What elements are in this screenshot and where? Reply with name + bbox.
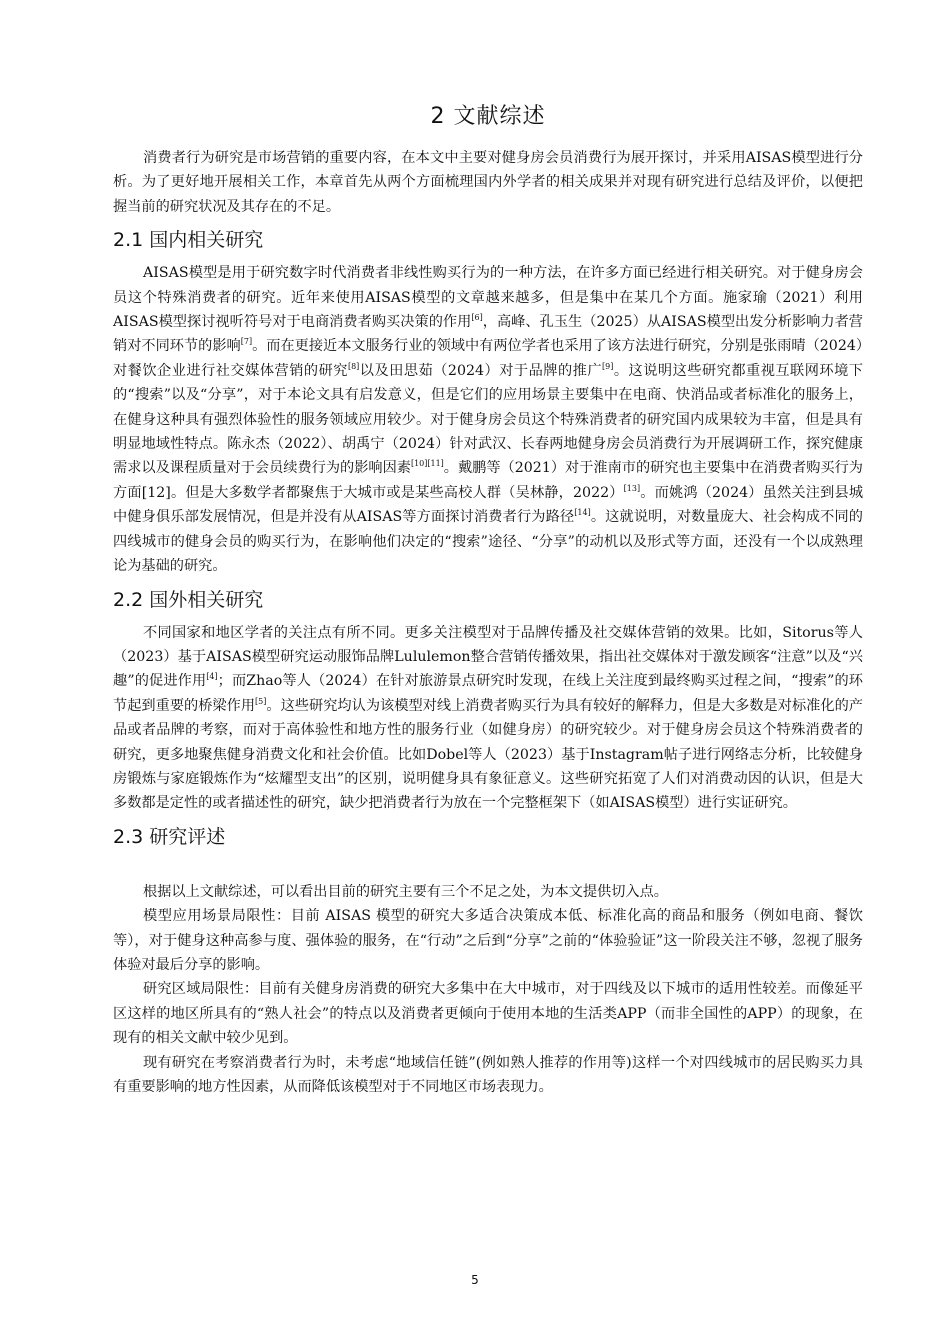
- intro-paragraph: 消费者行为研究是市场营销的重要内容，在本文中主要对健身房会员消费行为展开探讨，并采用AISAS模型进行分析。为了更好地开展相关工作，本章首先从两个方面梳理国内外学者的相关成果并对现有研究进行总结及评价，以便把握当前的研究状况及其存在的不足。: [113, 150, 863, 215]
- foreign-research-paragraph: 不同国家和地区学者的关注点有所不同。更多关注模型对于品牌传播及社交媒体营销的效果。比如，Sitorus等人（2023）基于AISAS模型研究运动服饰品牌Lululemon整合营销传播效果，指出社交媒体对于激发顾客“注意”以及“兴趣”的促进作用[4]；而Zhao等人（2024）在针对旅游景点研究时发现，在线上关注度到最终购买过程之间，“搜索”的环节起到重要的桥梁作用[5]。这些研究均认为该模型对线上消费者购买行为具有较好的解释力，但是大多数是对标准化的产品或者品牌的考察，而对于高体验性和地方性的服务行业（如健身房）的研究较少。对于健身房会员这个特殊消费者的研究，更多地聚焦健身消费文化和社会价值。比如Dobel等人（2023）基于Instagram帖子进行网络志分析，比较健身房锻炼与家庭锻炼作为“炫耀型支出”的区别，说明健身具有象征意义。这些研究拓宽了人们对消费动因的认识，但是大多数都是定性的或者描述性的研究，缺少把消费者行为放在一个完整框架下（如AISAS模型）进行实证研究。: [113, 624, 863, 812]
- citation-ref: [8]: [347, 361, 360, 371]
- citation-ref: [7]: [240, 337, 253, 347]
- review-paragraph-summary: 根据以上文献综述，可以看出目前的研究主要有三个不足之处，为本文提供切入点。: [143, 883, 668, 900]
- review-paragraph-region: 研究区域局限性：目前有关健身房消费的研究大多集中在大中城市，对于四线及以下城市的适用性较差。而像延平区这样的地区所具有的“熟人社会”的特点以及消费者更倾向于使用本地的生活类APP（而非全国性的APP）的现象，在现有的相关文献中较少见到。: [113, 981, 863, 1047]
- citation-ref: [9]: [602, 361, 614, 371]
- citation-ref: [4]: [206, 672, 218, 682]
- page-number: 5: [471, 1273, 479, 1287]
- review-paragraph-scenario: 模型应用场景局限性：目前 AISAS 模型的研究大多适合决策成本低、标准化高的商品和服务（例如电商、餐饮等），对于健身这种高参与度、强体验的服务，在“行动”之后到“分享”之前的“体验验证”这一阶段关注不够，忽视了服务体验对最后分享的影响。: [113, 908, 863, 973]
- citation-ref: [14]: [574, 508, 591, 518]
- citation-ref: [6]: [471, 313, 483, 323]
- document-page: [113, 100, 863, 1099]
- citation-ref: [5]: [255, 696, 267, 706]
- section-title-foreign: 2.2 国外相关研究: [113, 588, 264, 611]
- chapter-title: 2 文献综述: [430, 104, 546, 129]
- section-title-domestic: 2.1 国内相关研究: [113, 229, 264, 252]
- domestic-research-paragraph: AISAS模型是用于研究数字时代消费者非线性购买行为的一种方法，在许多方面已经进行相关研究。对于健身房会员这个特殊消费者的研究。近年来使用AISAS模型的文章越来越多，但是集中在某几个方面。施家瑜（2021）利用AISAS模型探讨视听符号对于电商消费者购买决策的作用[6]，高峰、孔玉生（2025）从AISAS模型出发分析影响力者营销对不同环节的影响[7]。而在更接近本文服务行业的领域中有两位学者也采用了该方法进行研究，分别是张雨晴（2024）对餐饮企业进行社交媒体营销的研究[8]以及田思茹（2024）对于品牌的推广[9]。这说明这些研究都重视互联网环境下的“搜索”以及“分享”，对于本论文具有启发意义，但是它们的应用场景主要集中在电商、快消品或者标准化的服务上，在健身这种具有强烈体验性的服务领域应用较少。对于健身房会员这个特殊消费者的研究国内成果较为丰富，但是具有明显地域性特点。陈永杰（2022）、胡禹宁（2024）针对武汉、长春两地健身房会员消费行为开展调研工作，探究健康需求以及课程质量对于会员续费行为的影响因素[10][11]。戴鹏等（2021）对于淮南市的研究也主要集中在消费者购买行为方面[12]。但是大多数学者都聚焦于大城市或是某些高校人群（吴林静，2022）[13]。而姚鸿（2024）虽然关注到县城中健身俱乐部发展情况，但是并没有从AISAS等方面探讨消费者行为路径[14]。这就说明，对数量庞大、社会构成不同的四线城市的健身会员的购买行为，在影响他们决定的“搜索”途径、“分享”的动机以及形式等方面，还没有一个以成熟理论为基础的研究。: [113, 265, 864, 575]
- review-paragraph-trust: 现有研究在考察消费者行为时，未考虑“地域信任链”(例如熟人推荐的作用等)这样一个对四线城市的居民购买力具有重要影响的地方性因素，从而降低该模型对于不同地区市场表现力。: [113, 1054, 863, 1095]
- citation-ref: [10][11]: [410, 459, 444, 469]
- citation-ref: [13]: [623, 483, 641, 493]
- spacer: [113, 858, 863, 880]
- section-title-review: 2.3 研究评述: [113, 825, 226, 848]
